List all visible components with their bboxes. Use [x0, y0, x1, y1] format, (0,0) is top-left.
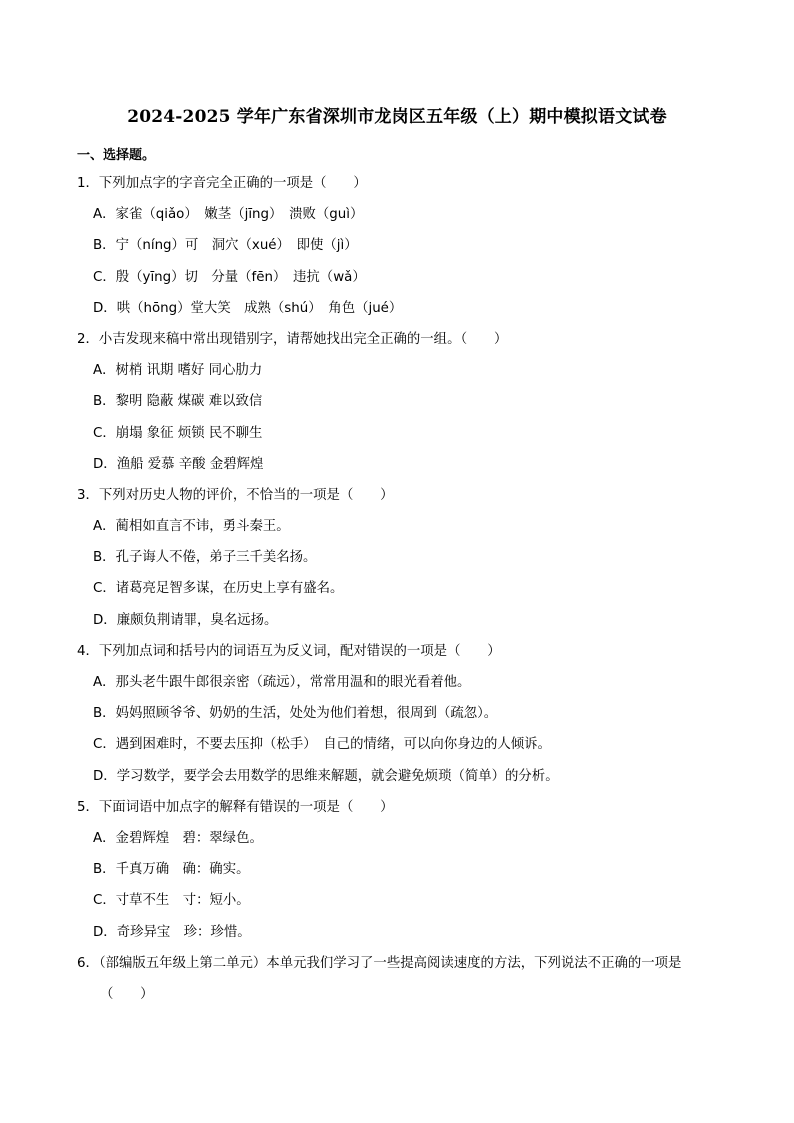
option-c: C．寸草不生 寸：短小。	[93, 893, 250, 909]
option-c: C．崩塌 象征 烦锁 民不聊生	[93, 425, 263, 441]
option-a: A．家雀（qiǎo） 嫩茎（jīng） 溃败（guì）	[93, 207, 364, 223]
option-c: C．诸葛亮足智多谋，在历史上享有盛名。	[93, 581, 344, 597]
option-c: C．遇到困难时，不要去压抑（松手） 自己的情绪，可以向你身边的人倾诉。	[93, 737, 551, 753]
option-d: D．渔船 爱慕 辛酸 金碧辉煌	[93, 456, 264, 472]
question-stem	[0, 642, 794, 673]
question-number: 5．	[77, 799, 99, 815]
option-a: A．蔺相如直言不讳，勇斗秦王。	[93, 519, 290, 535]
question-text: 下列加点字的字音完全正确的一项是（ ）	[98, 176, 367, 191]
option-b: B．妈妈照顾爷爷、奶奶的生活，处处为他们着想，很周到（疏忽）。	[93, 706, 498, 722]
question-number: 4．	[77, 643, 99, 659]
question-text: 下列对历史人物的评价，不恰当的一项是（ ）	[98, 487, 394, 503]
option-d: D．奇珍异宝 珍：珍惜。	[93, 924, 251, 940]
option-d: D．学习数学，要学会去用数学的思维来解题，就会避免烦琐（简单）的分析。	[93, 768, 559, 784]
question-text: 下面词语中加点字的解释有错误的一项是（ ）	[98, 799, 394, 815]
exam-title: 2024-2025 学年广东省深圳市龙岗区五年级（上）期中模拟语文试卷	[127, 107, 667, 127]
question-2	[0, 330, 794, 486]
question-text: 小吉发现来稿中常出现错别字，请帮她找出完全正确的一组。（ ）	[98, 331, 508, 347]
option-b: B．黎明 隐蔽 煤碳 难以致信	[93, 394, 263, 410]
question-5	[0, 798, 794, 954]
question-stem	[0, 948, 717, 1010]
question-text: 下列加点词和括号内的词语互为反义词，配对错误的一项是（ ）	[98, 643, 501, 659]
question-stem	[0, 174, 794, 205]
question-number: 2．	[77, 331, 99, 347]
option-d: D．廉颇负荆请罪，臭名远扬。	[93, 612, 278, 628]
option-b: B．孔子诲人不倦，弟子三千美名扬。	[93, 550, 317, 566]
question-stem	[0, 330, 794, 361]
question-4	[0, 642, 794, 798]
option-a: A．金碧辉煌 碧：翠绿色。	[93, 830, 263, 846]
question-number: 1．	[77, 176, 99, 191]
question-number: 6．	[77, 955, 99, 971]
question-1	[0, 174, 794, 330]
question-text: （部编版五年级上第二单元）本单元我们学习了一些提高阅读速度的方法，下列说法不正确的一项是	[98, 955, 682, 971]
option-a: A．树梢 讯期 嗜好 同心肋力	[93, 363, 263, 379]
question-3	[0, 486, 794, 642]
question-6	[0, 948, 794, 1010]
question-stem	[0, 798, 794, 829]
option-b: B．宁（níng）可 洞穴（xué） 即使（jì）	[93, 238, 358, 254]
question-list	[0, 174, 794, 1010]
question-stem	[0, 486, 794, 517]
option-c: C．殷（yīng）切 分量（fēn） 违抗（wǎ）	[93, 269, 366, 285]
question-number: 3．	[77, 487, 99, 503]
answer-blank: （ ）	[100, 986, 154, 1002]
option-d: D．哄（hōng）堂大笑 成熟（shú） 角色（jué）	[93, 300, 403, 316]
option-b: B．千真万确 确：确实。	[93, 862, 250, 878]
option-a: A．那头老牛跟牛郎很亲密（疏远），常常用温和的眼光看着他。	[93, 675, 471, 690]
section-heading: 一、选择题。	[77, 148, 156, 163]
